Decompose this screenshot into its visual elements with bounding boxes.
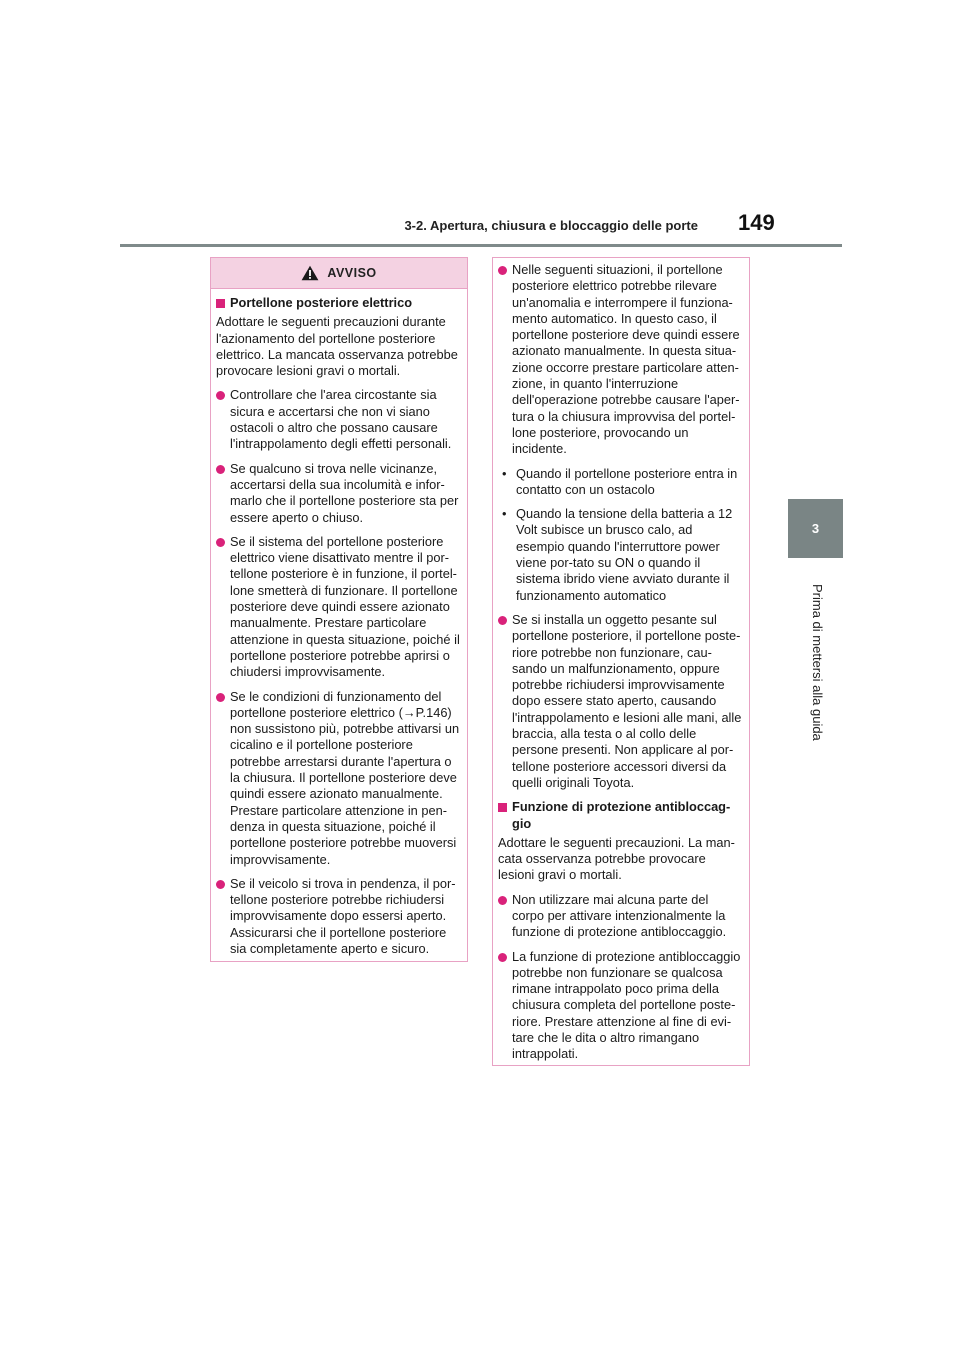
round-bullet-icon [216,538,225,547]
list-item: Se qualcuno si trova nelle vicinanze, accertarsi della sua incolumità e infor-marlo che il portellone posteriore sta per essere aperto o chiuso. [216,461,461,526]
list-item: Non utilizzare mai alcuna parte del corpo per attivare intenzionalmente la funzione di protezione antibloccaggio. [498,892,743,941]
round-bullet-icon [498,896,507,905]
round-bullet-icon [498,616,507,625]
list-item: Se il veicolo si trova in pendenza, il por-tellone posteriore potrebbe richiudersi improvvisamente dopo essersi aperto. Assicurarsi che il portellone posteriore sia completamente aperto e sicuro. [216,876,461,957]
square-bullet-icon [498,803,507,812]
chapter-tab [788,499,843,558]
intro-paragraph: Adottare le seguenti precauzioni. La man-cata osservanza potrebbe provocare lesioni gravi o mortali. [498,834,735,883]
warning-box-right [492,257,750,1066]
page-number: 149 [738,210,775,235]
list-item: La funzione di protezione antibloccaggio potrebbe non funzionare se qualcosa rimane intrappolato poco prima della chiusura completa del portellone poste-riore. Prestare attenzione al fine di evi-tare che le dita o altro rimangano intrappolati. [498,949,743,1063]
chapter-number: 3 [811,521,820,536]
round-bullet-icon [498,953,507,962]
list-item: Controllare che l'area circostante sia sicura e accertarsi che non vi siano ostacoli o altro che possano causare l'intrappolamento degli effetti personali. [216,387,461,452]
list-item: Se il sistema del portellone posteriore elettrico viene disattivato mentre il por-tellone posteriore è in funzione, il portel-lone smetterà di funzionare. Il portellone posteriore deve quindi essere azionato manualmente. Prestare particolare attenzione in questa situazione, poiché il portellone posteriore potrebbe aprirsi o chiudersi improvvisamente. [216,534,461,681]
round-bullet-icon [498,266,507,275]
sub-list-item: • Quando il portellone posteriore entra in contatto con un ostacolo [502,465,738,497]
round-bullet-icon [216,880,225,889]
section-header-title: 3-2. Apertura, chiusura e bloccaggio delle porte [404,218,698,233]
intro-paragraph: Adottare le seguenti precauzioni durante l'azionamento del portellone posteriore elettrico. La mancata osservanza potrebbe provocare lesioni gravi o mortali. [216,314,458,379]
warning-box-left [210,257,468,962]
list-item: Se si installa un oggetto pesante sul portellone posteriore, il portellone poste-riore potrebbe non funzionare, cau-sando un malfunzionamento, oppure potrebbe richiudersi improvvisamente dopo essere stato aperto, causando l'intrappolamento e lesioni alle mani, alle braccia, alla testa o al collo delle persone presenti. Non applicare al por-tellone posteriore accessori diversi da quelli originali Toyota. [498,612,743,791]
square-bullet-icon [216,299,225,308]
header-rule [120,244,842,247]
round-bullet-icon [216,693,225,702]
warning-triangle-icon [301,265,319,281]
list-item: Nelle seguenti situazioni, il portellone posteriore elettrico potrebbe rilevare un'anomalia e interrompere il funziona-mento automatico. In questo caso, il portellone posteriore deve quindi essere azionato manualmente. In questa situa-zione occorre prestare particolare atten-zione, in quanto l'interruzione dell'operazione potrebbe causare l'aper-tura o la chiusura improvvisa del portel-lone posteriore, provocando un incidente. [498,262,743,458]
round-bullet-icon [216,465,225,474]
warning-label: AVVISO [327,265,377,280]
warning-header [211,258,467,289]
sub-bullet-icon: • [502,465,507,481]
section-title: Portellone posteriore elettrico [216,295,461,311]
list-item: Se le condizioni di funzionamento del portellone posteriore elettrico (→P.146) non sussistono più, potrebbe attivarsi un cicalino e il portellone posteriore potrebbe arrestarsi durante l'apertura o la chiusura. Il portellone posteriore deve quindi essere azionato manualmente. Prestare particolare attenzione in pen-denza in questa situazione, poiché il portellone posteriore potrebbe muoversi improvvisamente. [216,689,461,868]
round-bullet-icon [216,391,225,400]
chapter-label: Prima di mettersi alla guida [810,584,825,741]
sub-list-item: • Quando la tensione della batteria a 12 Volt subisce un brusco calo, ad esempio quando l'interruttore power viene por-tato su ON o quando il sistema ibrido viene avviato durante il funzionamento automatico [502,506,733,603]
sub-bullet-icon: • [502,506,507,522]
section-title: Funzione di protezione antibloccag-gio [498,799,743,832]
